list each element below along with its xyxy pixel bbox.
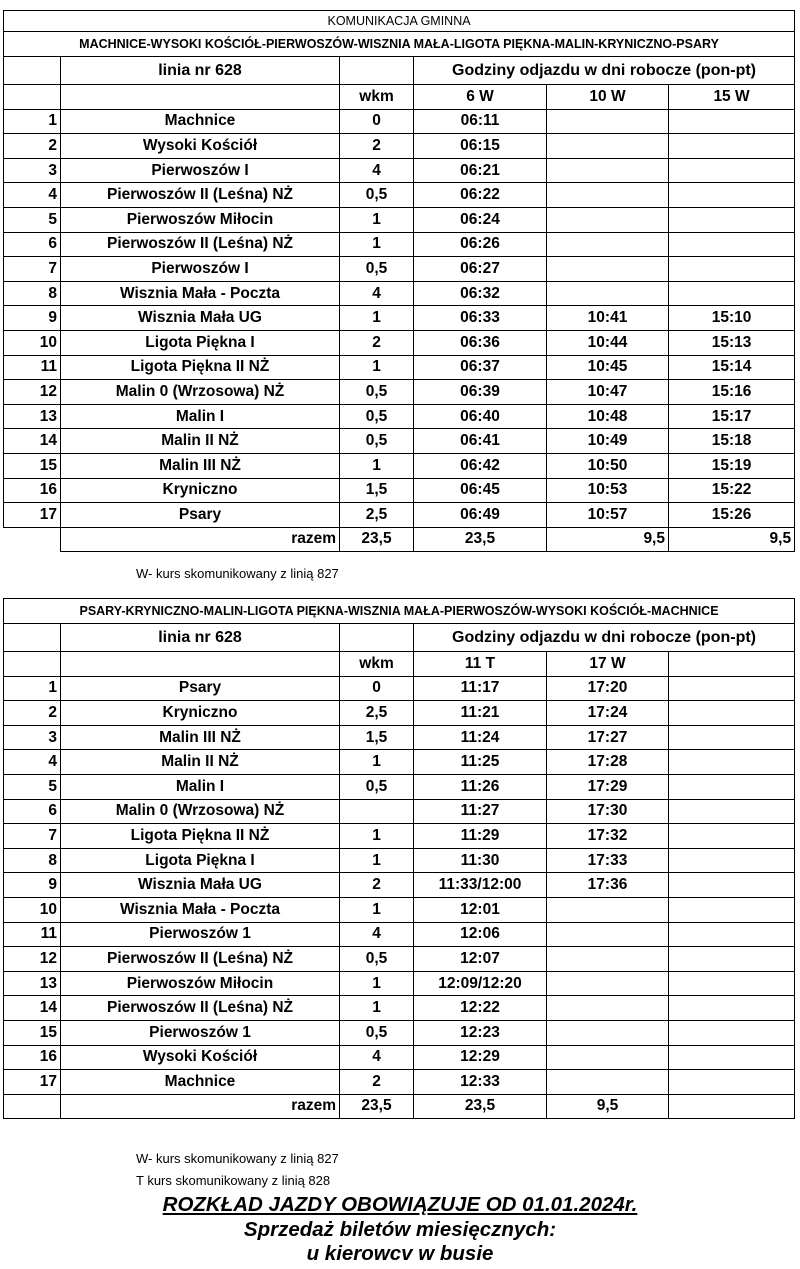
stop-name: Pierwoszów I <box>61 257 340 282</box>
stop-number: 13 <box>4 971 61 996</box>
route-title: MACHNICE-WYSOKI KOŚCIÓŁ-PIERWOSZÓW-WISZNIA MAŁA-LIGOTA PIĘKNA-MALIN-KRYNICZNO-PSARY <box>4 32 795 57</box>
stop-name: Pierwoszów II (Leśna) NŻ <box>61 947 340 972</box>
stop-wkm: 2,5 <box>340 503 414 528</box>
stop-name: Ligota Piękna I <box>61 848 340 873</box>
departure-time <box>669 725 795 750</box>
departure-time: 06:45 <box>414 478 547 503</box>
stop-wkm: 2 <box>340 1070 414 1095</box>
departure-time <box>547 207 669 232</box>
departure-time <box>669 971 795 996</box>
stop-wkm: 4 <box>340 158 414 183</box>
stop-wkm: 1 <box>340 750 414 775</box>
departure-time: 06:40 <box>414 404 547 429</box>
stop-number: 9 <box>4 306 61 331</box>
departure-time <box>669 1045 795 1070</box>
stop-number: 10 <box>4 897 61 922</box>
departure-time: 06:24 <box>414 207 547 232</box>
stop-row <box>4 1020 795 1045</box>
departure-time: 10:57 <box>547 503 669 528</box>
departure-time: 06:41 <box>414 429 547 454</box>
departure-time <box>669 207 795 232</box>
departure-time <box>669 897 795 922</box>
departure-time: 11:33/12:00 <box>414 873 547 898</box>
departure-time: 10:45 <box>547 355 669 380</box>
departure-time <box>669 799 795 824</box>
stop-name: Pierwoszów Miłocin <box>61 971 340 996</box>
departure-time: 11:26 <box>414 774 547 799</box>
stop-name: Malin I <box>61 774 340 799</box>
stop-wkm: 0 <box>340 109 414 134</box>
departure-time: 17:24 <box>547 701 669 726</box>
stop-rows <box>4 109 795 527</box>
departure-time: 06:11 <box>414 109 547 134</box>
departure-time <box>547 971 669 996</box>
stop-number: 7 <box>4 257 61 282</box>
ticket-sale-line2: u kierowcv w busie <box>306 1242 494 1265</box>
departure-time: 15:16 <box>669 380 795 405</box>
departure-time: 06:26 <box>414 232 547 257</box>
stop-number: 8 <box>4 281 61 306</box>
stop-row <box>4 183 795 208</box>
stop-number: 8 <box>4 848 61 873</box>
wkm-header: wkm <box>340 85 414 110</box>
stop-wkm: 1 <box>340 232 414 257</box>
empty-cell <box>4 652 61 677</box>
stop-name: Ligota Piękna II NŻ <box>61 824 340 849</box>
stop-name: Pierwoszów II (Leśna) NŻ <box>61 232 340 257</box>
stop-name: Psary <box>61 676 340 701</box>
departure-time <box>669 996 795 1021</box>
stop-number: 9 <box>4 873 61 898</box>
departure-time: 12:01 <box>414 897 547 922</box>
departure-time: 12:09/12:20 <box>414 971 547 996</box>
departure-time: 11:17 <box>414 676 547 701</box>
departure-time <box>547 996 669 1021</box>
stop-wkm: 2 <box>340 134 414 159</box>
stop-number: 11 <box>4 355 61 380</box>
days-label: Godziny odjazdu w dni robocze (pon-pt) <box>414 624 795 652</box>
departure-time <box>547 281 669 306</box>
stop-wkm: 0,5 <box>340 183 414 208</box>
departure-time: 12:06 <box>414 922 547 947</box>
stop-row <box>4 478 795 503</box>
stop-wkm: 0,5 <box>340 429 414 454</box>
stop-row <box>4 355 795 380</box>
stop-number: 16 <box>4 478 61 503</box>
stop-number: 5 <box>4 207 61 232</box>
stop-number: 2 <box>4 701 61 726</box>
stop-name: Kryniczno <box>61 478 340 503</box>
stop-row <box>4 922 795 947</box>
departure-time: 11:27 <box>414 799 547 824</box>
line-label: linia nr 628 <box>61 57 340 85</box>
departure-time: 17:28 <box>547 750 669 775</box>
stop-wkm: 0,5 <box>340 1020 414 1045</box>
stop-row <box>4 134 795 159</box>
stop-row <box>4 947 795 972</box>
departure-time <box>547 257 669 282</box>
course-header: 6 W <box>414 85 547 110</box>
departure-time <box>547 947 669 972</box>
departure-time: 17:36 <box>547 873 669 898</box>
departure-time <box>547 1020 669 1045</box>
stop-wkm: 2 <box>340 873 414 898</box>
empty-cell <box>4 527 61 552</box>
stop-row <box>4 306 795 331</box>
empty-cell <box>61 652 340 677</box>
departure-time <box>669 750 795 775</box>
departure-time <box>669 1070 795 1095</box>
total-course: 9,5 <box>547 527 669 552</box>
departure-time: 17:27 <box>547 725 669 750</box>
departure-time: 17:33 <box>547 848 669 873</box>
stop-row <box>4 109 795 134</box>
departure-time: 11:25 <box>414 750 547 775</box>
stop-name: Psary <box>61 503 340 528</box>
departure-time <box>547 922 669 947</box>
empty-cell <box>340 624 414 652</box>
stop-name: Wysoki Kościół <box>61 1045 340 1070</box>
stop-number: 4 <box>4 750 61 775</box>
departure-time <box>669 676 795 701</box>
stop-number: 10 <box>4 330 61 355</box>
stop-row <box>4 824 795 849</box>
departure-time: 17:32 <box>547 824 669 849</box>
stop-name: Malin I <box>61 404 340 429</box>
total-label: razem <box>61 527 340 552</box>
departure-time: 12:29 <box>414 1045 547 1070</box>
course-header: 15 W <box>669 85 795 110</box>
stop-row <box>4 380 795 405</box>
departure-time: 10:53 <box>547 478 669 503</box>
empty-cell <box>61 85 340 110</box>
stop-name: Malin III NŻ <box>61 725 340 750</box>
departure-time: 15:13 <box>669 330 795 355</box>
stop-row <box>4 281 795 306</box>
stop-wkm: 2,5 <box>340 701 414 726</box>
stop-number: 15 <box>4 453 61 478</box>
departure-time: 17:29 <box>547 774 669 799</box>
stop-wkm: 1 <box>340 971 414 996</box>
stop-row <box>4 1070 795 1095</box>
empty-cell <box>4 624 61 652</box>
stop-name: Wisznia Mała - Poczta <box>61 281 340 306</box>
stop-name: Pierwoszów II (Leśna) NŻ <box>61 183 340 208</box>
departure-time <box>669 257 795 282</box>
departure-time <box>669 109 795 134</box>
departure-time: 11:29 <box>414 824 547 849</box>
departure-time <box>669 774 795 799</box>
stop-row <box>4 848 795 873</box>
stop-wkm: 1 <box>340 824 414 849</box>
departure-time: 15:17 <box>669 404 795 429</box>
note-t: T kurs skomunikowany z linią 828 <box>136 1173 331 1188</box>
stop-row <box>4 701 795 726</box>
departure-time: 06:22 <box>414 183 547 208</box>
empty-cell <box>340 57 414 85</box>
stop-number: 3 <box>4 725 61 750</box>
stop-name: Machnice <box>61 1070 340 1095</box>
timetable-outbound <box>3 10 795 552</box>
stop-number: 17 <box>4 503 61 528</box>
stop-number: 1 <box>4 676 61 701</box>
departure-time <box>669 824 795 849</box>
stop-name: Wysoki Kościół <box>61 134 340 159</box>
timetable-return <box>3 598 795 1119</box>
stop-number: 13 <box>4 404 61 429</box>
departure-time: 06:32 <box>414 281 547 306</box>
wkm-header: wkm <box>340 652 414 677</box>
total-course: 9,5 <box>547 1094 669 1119</box>
empty-cell <box>4 57 61 85</box>
total-course: 9,5 <box>669 527 795 552</box>
stop-row <box>4 725 795 750</box>
departure-time <box>669 281 795 306</box>
departure-time <box>547 897 669 922</box>
departure-time <box>547 109 669 134</box>
route-title: PSARY-KRYNICZNO-MALIN-LIGOTA PIĘKNA-WISZNIA MAŁA-PIERWOSZÓW-WYSOKI KOŚCIÓŁ-MACHNICE <box>4 599 795 624</box>
departure-time <box>669 873 795 898</box>
departure-time: 17:20 <box>547 676 669 701</box>
stop-name: Malin 0 (Wrzosowa) NŻ <box>61 380 340 405</box>
days-label: Godziny odjazdu w dni robocze (pon-pt) <box>414 57 795 85</box>
stop-name: Wisznia Mała UG <box>61 873 340 898</box>
total-wkm: 23,5 <box>340 1094 414 1119</box>
departure-time: 15:22 <box>669 478 795 503</box>
departure-time: 06:36 <box>414 330 547 355</box>
departure-time: 10:48 <box>547 404 669 429</box>
stop-wkm: 2 <box>340 330 414 355</box>
departure-time: 15:19 <box>669 453 795 478</box>
stop-wkm: 0,5 <box>340 380 414 405</box>
stop-wkm: 0 <box>340 676 414 701</box>
departure-time <box>669 183 795 208</box>
stop-number: 14 <box>4 429 61 454</box>
departure-time <box>669 232 795 257</box>
stop-name: Pierwoszów 1 <box>61 1020 340 1045</box>
line-label: linia nr 628 <box>61 624 340 652</box>
stop-wkm: 1 <box>340 453 414 478</box>
stop-number: 14 <box>4 996 61 1021</box>
departure-time: 10:50 <box>547 453 669 478</box>
stop-wkm: 1 <box>340 848 414 873</box>
stop-row <box>4 257 795 282</box>
note-w: W- kurs skomunikowany z linią 827 <box>136 1151 339 1166</box>
stop-number: 17 <box>4 1070 61 1095</box>
departure-time: 06:49 <box>414 503 547 528</box>
stop-number: 6 <box>4 232 61 257</box>
stop-name: Ligota Piękna II NŻ <box>61 355 340 380</box>
stop-row <box>4 774 795 799</box>
course-header: 17 W <box>547 652 669 677</box>
stop-number: 11 <box>4 922 61 947</box>
departure-time <box>547 1045 669 1070</box>
total-course <box>669 1094 795 1119</box>
stop-wkm: 0,5 <box>340 404 414 429</box>
stop-number: 16 <box>4 1045 61 1070</box>
stop-number: 4 <box>4 183 61 208</box>
stop-wkm: 0,5 <box>340 774 414 799</box>
stop-number: 7 <box>4 824 61 849</box>
stop-row <box>4 503 795 528</box>
stop-number: 1 <box>4 109 61 134</box>
departure-time: 15:26 <box>669 503 795 528</box>
stop-row <box>4 207 795 232</box>
departure-time: 12:33 <box>414 1070 547 1095</box>
departure-time: 10:41 <box>547 306 669 331</box>
note-w: W- kurs skomunikowany z linią 827 <box>136 566 339 581</box>
stop-row <box>4 453 795 478</box>
stop-row <box>4 429 795 454</box>
validity-notice: ROZKŁAD JAZDY OBOWIĄZUJE OD 01.01.2024r. <box>162 1193 638 1216</box>
total-label: razem <box>61 1094 340 1119</box>
departure-time: 12:07 <box>414 947 547 972</box>
departure-time: 12:23 <box>414 1020 547 1045</box>
stop-wkm: 1 <box>340 306 414 331</box>
stop-name: Wisznia Mała - Poczta <box>61 897 340 922</box>
stop-wkm: 1 <box>340 207 414 232</box>
stop-name: Malin III NŻ <box>61 453 340 478</box>
stop-row <box>4 232 795 257</box>
stop-row <box>4 971 795 996</box>
departure-time: 11:21 <box>414 701 547 726</box>
departure-time <box>547 1070 669 1095</box>
departure-time: 10:49 <box>547 429 669 454</box>
empty-cell <box>4 1094 61 1119</box>
departure-time: 10:47 <box>547 380 669 405</box>
stop-number: 3 <box>4 158 61 183</box>
departure-time <box>669 1020 795 1045</box>
departure-time: 11:24 <box>414 725 547 750</box>
stop-name: Pierwoszów II (Leśna) NŻ <box>61 996 340 1021</box>
stop-wkm: 0,5 <box>340 947 414 972</box>
stop-row <box>4 330 795 355</box>
stop-name: Malin 0 (Wrzosowa) NŻ <box>61 799 340 824</box>
stop-wkm: 1 <box>340 355 414 380</box>
stop-name: Kryniczno <box>61 701 340 726</box>
stop-row <box>4 799 795 824</box>
departure-time: 15:10 <box>669 306 795 331</box>
departure-time: 06:33 <box>414 306 547 331</box>
stop-row <box>4 676 795 701</box>
course-header <box>669 652 795 677</box>
departure-time <box>669 848 795 873</box>
stop-number: 12 <box>4 947 61 972</box>
stop-number: 6 <box>4 799 61 824</box>
stop-row <box>4 873 795 898</box>
empty-cell <box>4 85 61 110</box>
departure-time: 06:39 <box>414 380 547 405</box>
departure-time: 06:37 <box>414 355 547 380</box>
stop-wkm: 1,5 <box>340 478 414 503</box>
stop-name: Wisznia Mała UG <box>61 306 340 331</box>
departure-time <box>547 183 669 208</box>
stop-name: Malin II NŻ <box>61 750 340 775</box>
stop-name: Pierwoszów Miłocin <box>61 207 340 232</box>
stop-name: Pierwoszów I <box>61 158 340 183</box>
stop-row <box>4 750 795 775</box>
stop-wkm: 4 <box>340 922 414 947</box>
departure-time: 12:22 <box>414 996 547 1021</box>
stop-wkm: 4 <box>340 1045 414 1070</box>
departure-time <box>547 158 669 183</box>
stop-number: 12 <box>4 380 61 405</box>
departure-time: 06:27 <box>414 257 547 282</box>
stop-wkm: 1,5 <box>340 725 414 750</box>
departure-time: 15:14 <box>669 355 795 380</box>
departure-time <box>669 158 795 183</box>
departure-time <box>669 134 795 159</box>
stop-name: Pierwoszów 1 <box>61 922 340 947</box>
stop-row <box>4 1045 795 1070</box>
total-wkm: 23,5 <box>340 527 414 552</box>
departure-time: 10:44 <box>547 330 669 355</box>
total-course: 23,5 <box>414 1094 547 1119</box>
ticket-sale-line1: Sprzedaż biletów miesięcznych: <box>243 1218 557 1241</box>
stop-name: Ligota Piękna I <box>61 330 340 355</box>
stop-number: 2 <box>4 134 61 159</box>
stop-wkm: 1 <box>340 996 414 1021</box>
stop-rows <box>4 676 795 1094</box>
departure-time: 15:18 <box>669 429 795 454</box>
departure-time <box>547 232 669 257</box>
course-header: 10 W <box>547 85 669 110</box>
stop-name: Malin II NŻ <box>61 429 340 454</box>
departure-time: 17:30 <box>547 799 669 824</box>
header-title: KOMUNIKACJA GMINNA <box>4 11 795 32</box>
departure-time: 06:42 <box>414 453 547 478</box>
stop-row <box>4 404 795 429</box>
stop-number: 5 <box>4 774 61 799</box>
departure-time <box>669 701 795 726</box>
departure-time: 06:21 <box>414 158 547 183</box>
total-course: 23,5 <box>414 527 547 552</box>
departure-time <box>547 134 669 159</box>
stop-name: Machnice <box>61 109 340 134</box>
departure-time: 06:15 <box>414 134 547 159</box>
stop-row <box>4 158 795 183</box>
departure-time <box>669 922 795 947</box>
departure-time <box>669 947 795 972</box>
course-header: 11 T <box>414 652 547 677</box>
stop-wkm: 0,5 <box>340 257 414 282</box>
stop-wkm: 4 <box>340 281 414 306</box>
departure-time: 11:30 <box>414 848 547 873</box>
stop-row <box>4 996 795 1021</box>
stop-number: 15 <box>4 1020 61 1045</box>
stop-wkm <box>340 799 414 824</box>
stop-wkm: 1 <box>340 897 414 922</box>
stop-row <box>4 897 795 922</box>
